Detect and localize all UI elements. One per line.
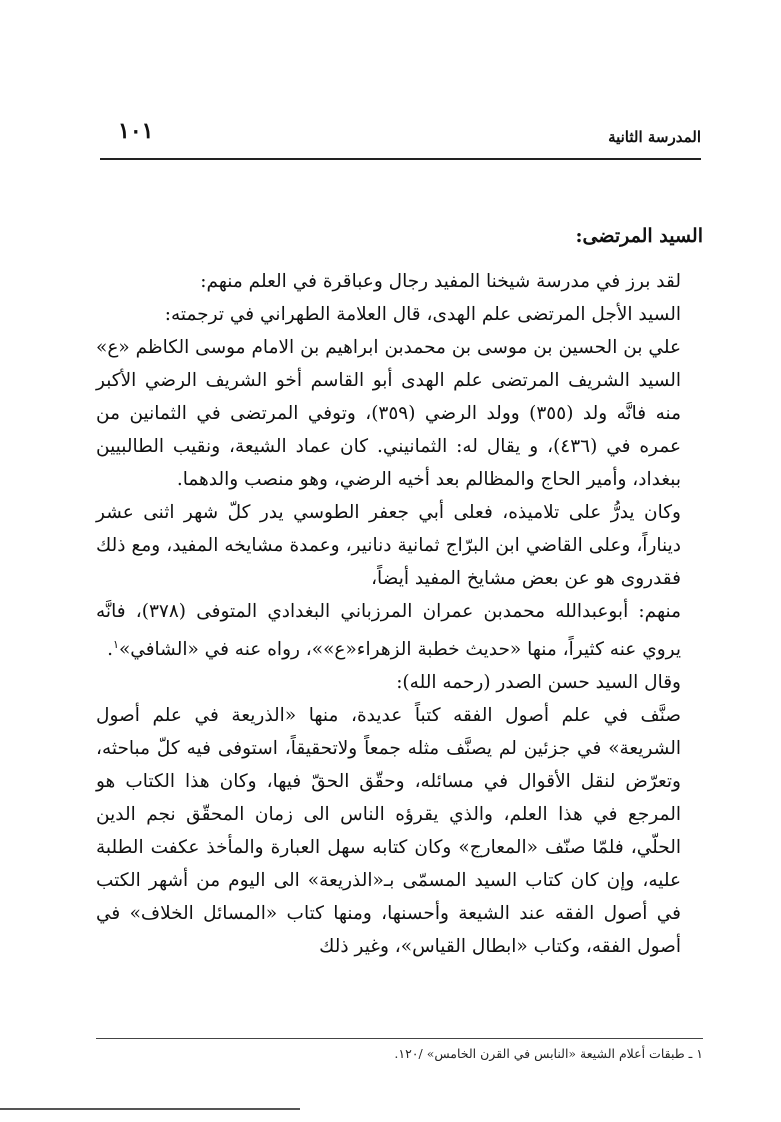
section-heading: السيد المرتضى: [575, 225, 703, 247]
paragraph-tehrani-intro: السيد الأجل المرتضى علم الهدى، قال العلامة الطهراني في ترجمته: [164, 304, 681, 325]
paragraph-biography: علي بن الحسين بن موسى بن محمدبن ابراهيم بن الامام موسى الكاظم «ع» السيد الشريف المرتضى علم الهدى أبو القاسم أخو الشريف الرضي الأكبر منه فانَّه ولد (٣٥٥) وولد الرضي (٣٥٩)، وتوفي المرتضى في الثمانين من عمره في (٤٣٦)، و يقال له: الثمانيني. كان عماد الشيعة، ونقيب الطالبيين ببغداد، وأمير الحاج والمظالم بعد أخيه الرضي، وهو منصب والدهما. [96, 337, 682, 490]
paragraph-students: وكان يدرُّ على تلاميذه، فعلى أبي جعفر الطوسي يدر كلّ شهر اثنى عشر ديناراً، وعلى القاضي ابن البرّاج ثمانية دنانير، وعمدة مشايخه المفيد، ومع ذلك فقدروى هو عن بعض مشايخ المفيد أيضاً، [96, 502, 681, 589]
paragraph-marzubani-text: منهم: أبوعبدالله محمدبن عمران المرزباني البغدادي المتوفى (٣٧٨)، فانَّه يروي عنه كثيراً، منها «حديث خطبة الزهراء«ع»»، رواه عنه في «الشافي» [96, 601, 681, 661]
footnote: ١ ـ طبقات أعلام الشيعة «النابس في القرن الخامس» /١٢٠. [394, 1046, 703, 1061]
paragraph-usul-works: صنَّف في علم أصول الفقه كتباً عديدة، منها «الذريعة في علم أصول الشريعة» في جزئين لم يصنَّف مثله جمعاً ولاتحقيقاً، استوفى فيه كلّ مباحثه، وتعرّض لنقل الأقوال في مسائله، وحقّق الحقّ فيها، وكان هذا الكتاب هو المرجع في هذا العلم، والذي يقرؤه الناس الى زمان المحقّق نجم الدين الحلّي، فلمّا صنّف «المعارج» وكان كتابه سهل العبارة والمأخذ عكفت الطلبة عليه، وإن كان كتاب السيد المسمّى بـ«الذريعة» الى اليوم من أشهر الكتب في أصول الفقه عند الشيعة وأحسنها، ومنها كتاب «المسائل الخلاف» في أصول الفقه، وكتاب «ابطال القياس»، وغير ذلك [96, 705, 681, 958]
page-bottom-rule [0, 1108, 300, 1110]
paragraph-marzubani: منهم: أبوعبدالله محمدبن عمران المرزباني البغدادي المتوفى (٣٧٨)، فانَّه يروي عنه كثيراً، منها «حديث خطبة الزهراء«ع»»، رواه عنه في «الشافي»$^١$. [96, 601, 681, 661]
paragraph-sadr-intro: وقال السيد حسن الصدر (رحمه الله): [396, 672, 681, 694]
page-header [100, 118, 701, 158]
footnote-divider [96, 1038, 703, 1039]
footnote-marker: ١ [113, 638, 119, 651]
page-body [96, 220, 703, 963]
header-divider [100, 158, 701, 160]
paragraph-intro: لقد برز في مدرسة شيخنا المفيد رجال وعباقرة في العلم منهم: [200, 271, 681, 292]
running-head: المدرسة الثانية [608, 128, 701, 146]
page-number: ١٠١ [118, 118, 154, 144]
